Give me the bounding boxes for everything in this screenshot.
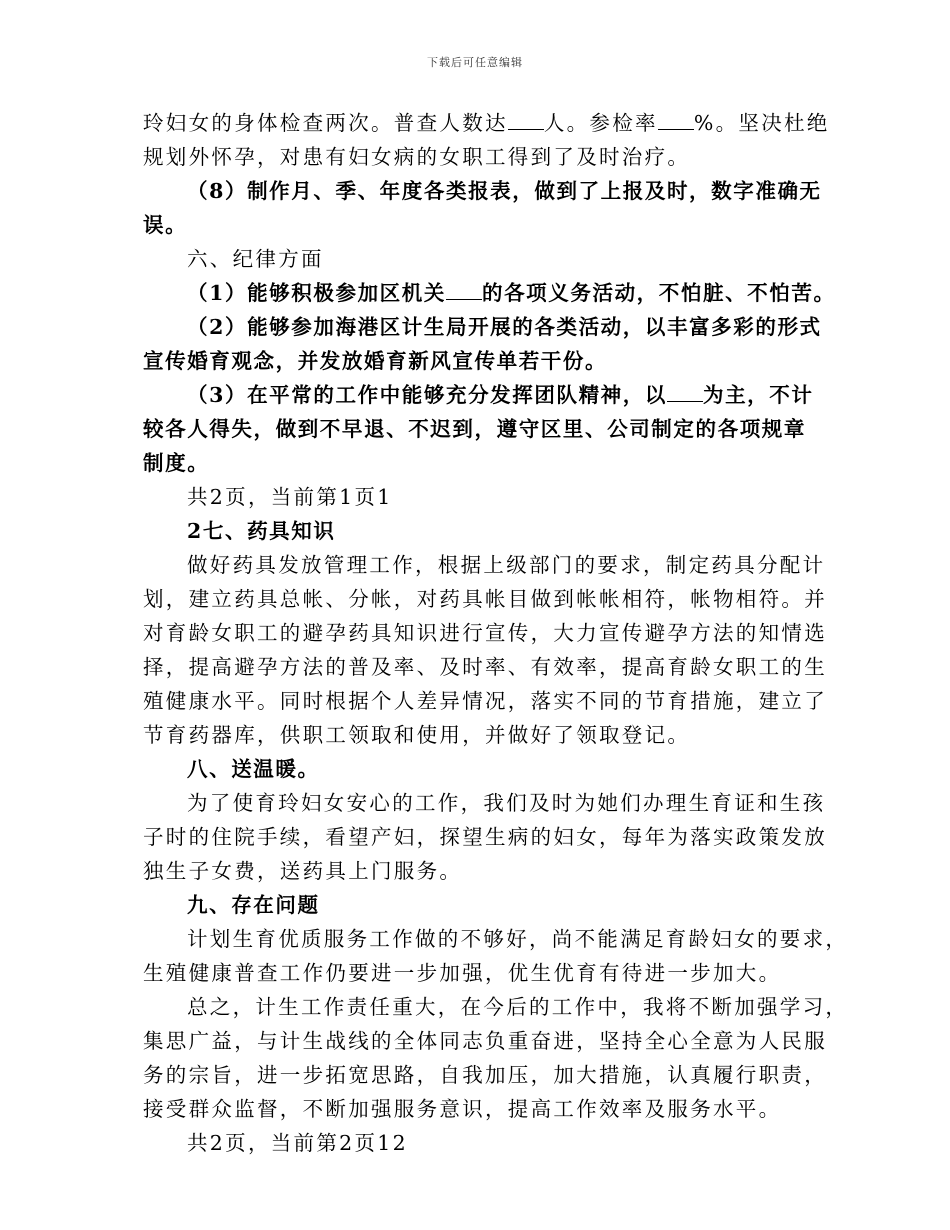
page-marker: 共2页，当前第2页12 xyxy=(187,1131,408,1155)
section-heading: 六、纪律方面 xyxy=(187,247,324,271)
text-line: 规划外怀孕，对患有妇女病的女职工得到了及时治疗。 xyxy=(143,145,691,169)
text-line: 玲妇女的身体检查两次。普查人数达 人。参检率 %。坚决杜绝 xyxy=(143,111,830,135)
section-heading: 2七、药具知识 xyxy=(187,519,336,543)
text-line: 集思广益，与计生战线的全体同志负重奋进，坚持全心全意为人民服 xyxy=(143,1029,827,1053)
text-line: 择，提高避孕方法的普及率、及时率、有效率，提高育龄女职工的生 xyxy=(143,655,827,679)
text-line: 对育龄女职工的避孕药具知识进行宣传，大力宣传避孕方法的知情选 xyxy=(143,621,827,645)
text-line: （2）能够参加海港区计生局开展的各类活动，以丰富多彩的形式 xyxy=(187,315,822,339)
text-line: 殖健康水平。同时根据个人差异情况，落实不同的节育措施，建立了 xyxy=(143,689,827,713)
text-line: 接受群众监督，不断加强服务意识，提高工作效率及服务水平。 xyxy=(143,1097,782,1121)
text-line: （3）在平常的工作中能够充分发挥团队精神，以 为主，不计 xyxy=(187,383,814,407)
text-line: 做好药具发放管理工作，根据上级部门的要求，制定药具分配计 xyxy=(187,553,826,577)
text-line: （1）能够积极参加区机关 的各项义务活动，不怕脏、不怕苦。 xyxy=(187,281,836,305)
text-line: 生殖健康普查工作仍要进一步加强，优生优育有待进一步加大。 xyxy=(143,961,782,985)
blank-field xyxy=(667,381,703,402)
download-note: 下载后可任意编辑 xyxy=(427,56,523,69)
text-line: 较各人得失，做到不早退、不迟到，遵守区里、公司制定的各项规章 xyxy=(143,417,806,441)
section-heading: 九、存在问题 xyxy=(187,893,320,917)
text-line: 独生子女费，送药具上门服务。 xyxy=(143,859,463,883)
section-heading: 八、送温暖。 xyxy=(187,757,320,781)
text-line: 务的宗旨，进一步拓宽思路，自我加压，加大措施，认真履行职责， xyxy=(143,1063,827,1087)
text-line: 计划生育优质服务工作做的不够好，尚不能满足育龄妇女的要求， xyxy=(187,927,849,951)
text-line: 总之，计生工作责任重大，在今后的工作中，我将不断加强学习， xyxy=(187,995,849,1019)
text-line: 子时的住院手续，看望产妇，探望生病的妇女，每年为落实政策发放 xyxy=(143,825,827,849)
blank-field xyxy=(508,109,544,130)
text-line: 误。 xyxy=(143,213,188,237)
text-line: 宣传婚育观念，并发放婚育新风宣传单若干份。 xyxy=(143,349,608,373)
page-marker: 共2页，当前第1页1 xyxy=(187,485,393,509)
blank-field xyxy=(446,279,482,300)
text-line: 制度。 xyxy=(143,451,210,475)
text-line: 为了使育玲妇女安心的工作，我们及时为她们办理生育证和生孩 xyxy=(187,791,826,815)
blank-field xyxy=(658,109,694,130)
text-line: 划，建立药具总帐、分帐，对药具帐目做到帐帐相符，帐物相符。并 xyxy=(143,587,827,611)
document-body xyxy=(143,106,849,1160)
text-line: （8）制作月、季、年度各类报表，做到了上报及时，数字准确无 xyxy=(187,179,822,203)
text-line: 节育药器库，供职工领取和使用，并做好了领取登记。 xyxy=(143,723,691,747)
